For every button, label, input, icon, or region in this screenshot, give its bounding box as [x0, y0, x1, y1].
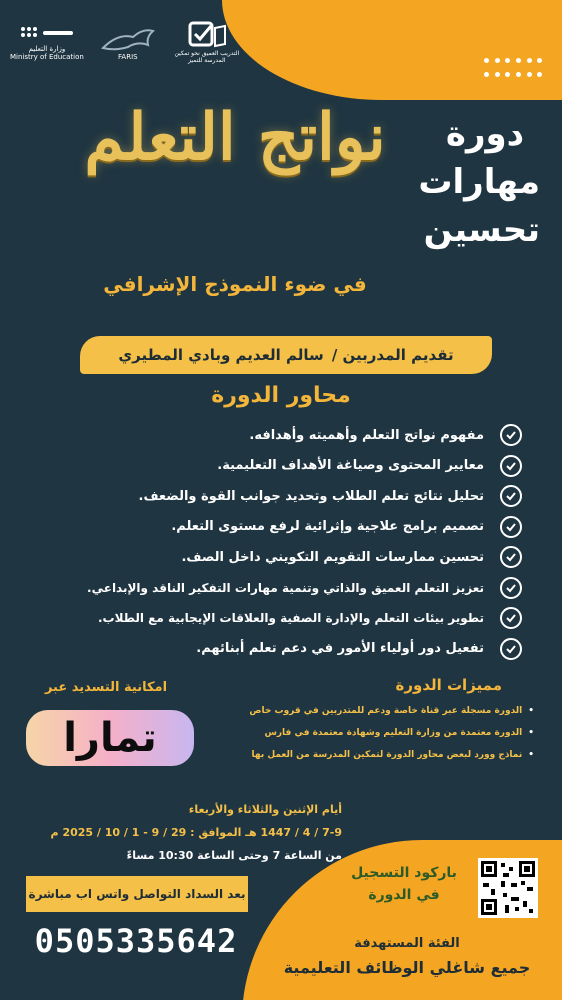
faris-name: FARIS [118, 53, 138, 61]
feature-item: • الدورة مسجلة عبر قناة خاصة ودعم للمتدربين في قروب خاص [244, 700, 534, 722]
course-subtitle: في ضوء النموذج الإشرافي [103, 272, 367, 296]
axis-text: تطوير بيئات التعلم والإدارة الصفية والعلاقات الإيجابية مع الطلاب. [97, 611, 484, 626]
axis-item [32, 573, 522, 604]
course-type [418, 110, 540, 254]
axis-item [32, 451, 522, 482]
check-circle-icon [500, 485, 522, 507]
features-title: مميزات الدورة [395, 676, 502, 694]
trainers-banner [80, 336, 492, 374]
qr-code-icon [481, 861, 535, 915]
schedule-time: من الساعة 7 وحتى الساعة 10:30 مساءً [126, 849, 342, 862]
ministry-mark-icon [15, 23, 79, 45]
axis-item [32, 542, 522, 573]
course-word-1: دورة [445, 114, 525, 154]
ministry-name-en: Ministry of Education [10, 53, 84, 61]
axis-text: تحسين ممارسات التقويم التكويني داخل الصف. [181, 549, 484, 565]
trainers-names: سالم العديم وبادي المطيري [118, 346, 324, 364]
tamara-badge: تمارا [26, 710, 194, 766]
checkbook-icon [187, 20, 227, 50]
axes-list [32, 420, 522, 664]
qr-label: باركود التسجيل في الدورة [351, 865, 457, 903]
check-circle-icon [500, 455, 522, 477]
check-circle-icon [500, 607, 522, 629]
axis-item [32, 603, 522, 634]
phone-number[interactable]: 0505335642 [34, 922, 238, 960]
features-list [244, 700, 534, 766]
payment-label: امكانية التسديد عبر [44, 680, 168, 695]
trainers-label: تقديم المدربين / [331, 346, 454, 364]
axis-item [32, 512, 522, 543]
schedule-dates: 7-9 / 4 / 1447 هـ الموافق : 29 / 9 - 1 / 10 / 2025 م [50, 826, 342, 839]
logos-row [10, 12, 280, 72]
course-word-3: تحسين [423, 210, 540, 250]
check-circle-icon [500, 424, 522, 446]
deep-learning-name: التدريب العميق نحو تمكين المدرسة للتميز [174, 50, 240, 64]
schedule-block [22, 798, 342, 867]
dots-decoration [484, 58, 544, 82]
axis-item [32, 420, 522, 451]
feature-item: • نماذج وورد لبعض محاور الدورة لتمكين المدرسة من العمل بها [244, 744, 534, 766]
course-title: نواتج التعلم [84, 100, 386, 175]
axis-text: مفهوم نواتج التعلم وأهميته وأهدافه. [249, 427, 484, 443]
ministry-logo [10, 23, 84, 61]
contact-note: بعد السداد التواصل واتس اب مباشرة [26, 876, 248, 912]
horse-icon [98, 23, 158, 53]
axis-text: تفعيل دور أولياء الأمور في دعم تعلم أبنائهم. [196, 641, 484, 657]
axis-item [32, 481, 522, 512]
schedule-days: أيام الإثنين والثلاثاء والأربعاء [188, 803, 342, 816]
axis-text: تصميم برامج علاجية وإثرائية لرفع مستوى التعلم. [171, 519, 484, 535]
check-circle-icon [500, 638, 522, 660]
target-audience-label: الفئة المستهدفة [354, 936, 460, 951]
check-circle-icon [500, 577, 522, 599]
course-word-2: مهارات [418, 162, 540, 202]
target-audience-value: جميع شاغلي الوظائف التعليمية [283, 958, 531, 977]
registration-qr-code[interactable] [478, 858, 538, 918]
deep-learning-logo [172, 20, 242, 64]
faris-logo [98, 23, 158, 61]
axis-text: تعزيز التعلم العميق والذاتي وتنمية مهارات التفكير الناقد والإبداعي. [87, 580, 484, 595]
axis-item [32, 634, 522, 665]
feature-item: • الدورة معتمدة من وزارة التعليم وشهادة معتمدة في فارس [244, 722, 534, 744]
axis-text: تحليل نتائج تعلم الطلاب وتحديد جوانب القوة والضعف. [138, 488, 484, 504]
check-circle-icon [500, 546, 522, 568]
axes-title: محاور الدورة [211, 383, 351, 408]
axis-text: معايير المحتوى وصياغة الأهداف التعليمية. [217, 458, 484, 474]
ministry-name-ar: وزارة التعليم [28, 45, 66, 53]
check-circle-icon [500, 516, 522, 538]
